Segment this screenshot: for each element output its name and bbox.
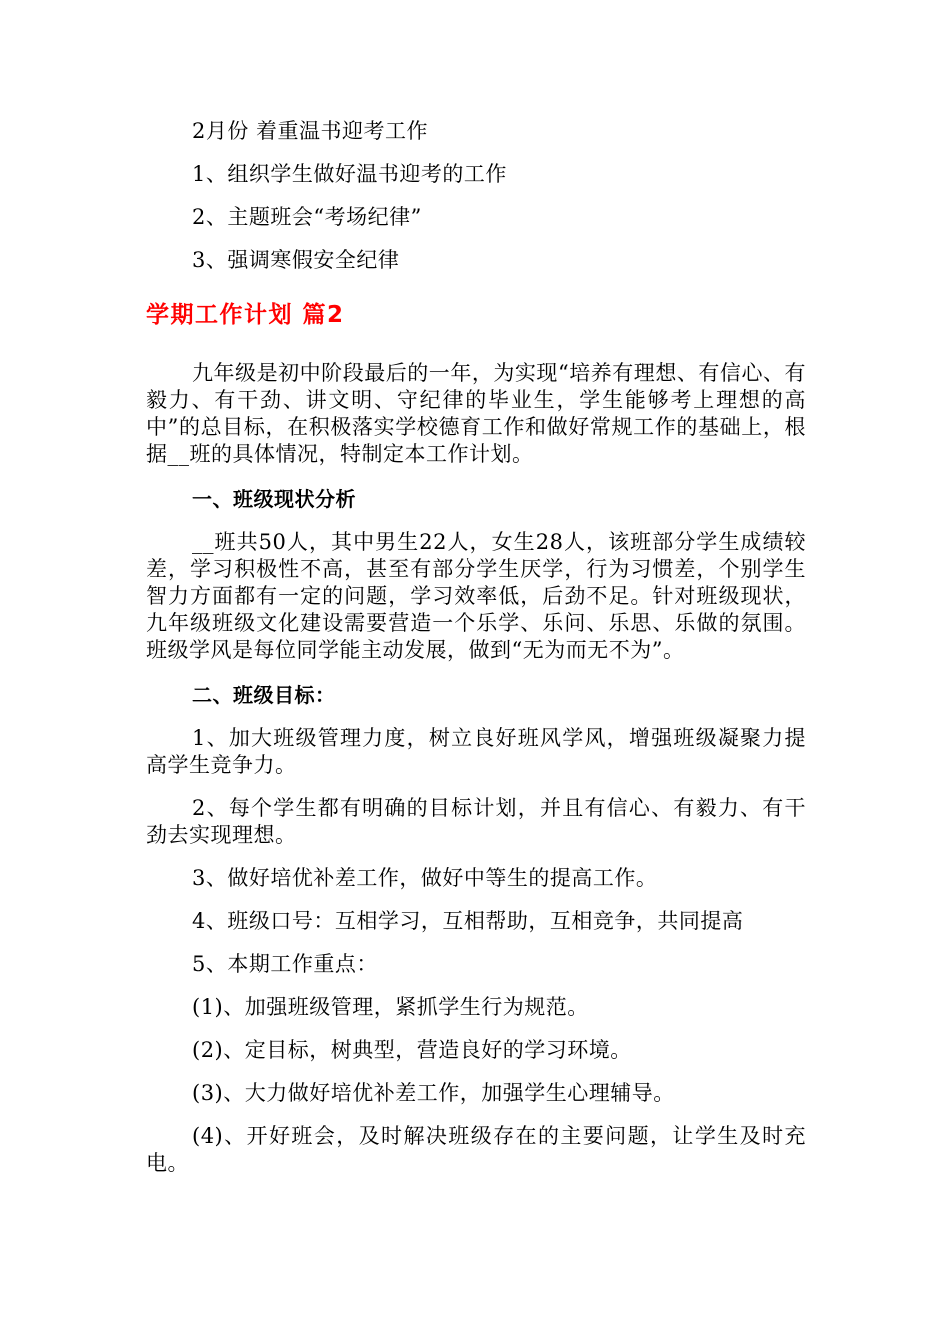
section-title: 学期工作计划 篇2 <box>146 302 345 328</box>
goal-item-3: 3、做好培优补差工作，做好中等生的提高工作。 <box>192 866 658 890</box>
goal-item-2: 2、每个学生都有明确的目标计划，并且有信心、有毅力、有干劲去实现理想。 <box>146 796 806 847</box>
focus-item-4: (4)、开好班会，及时解决班级存在的主要问题，让学生及时充电。 <box>146 1124 806 1175</box>
intro-paragraph: 九年级是初中阶段最后的一年，为实现“培养有理想、有信心、有毅力、有干劲、讲文明、守纪律的毕业生，学生能够考上理想的高中”的总目标，在积极落实学校德育工作和做好常规工作的基础上，根据__班的具体情况，特制定本工作计划。 <box>146 361 806 466</box>
top-item-3: 3、强调寒假安全纪律 <box>192 248 400 272</box>
heading-status-analysis: 一、班级现状分析 <box>192 487 356 511</box>
analysis-paragraph: __班共50人，其中男生22人，女生28人，该班部分学生成绩较差，学习积极性不高，甚至有部分学生厌学，行为习惯差，个别学生智力方面都有一定的问题，学习效率低，后劲不足。针对班级现状，九年级班级文化建设需要营造一个乐学、乐问、乐思、乐做的氛围。班级学风是每位同学能主动发展，做到“无为而无不为”。 <box>146 530 806 662</box>
goal-item-1: 1、加大班级管理力度，树立良好班风学风，增强班级凝聚力提高学生竞争力。 <box>146 726 806 777</box>
focus-item-3: (3)、大力做好培优补差工作，加强学生心理辅导。 <box>192 1081 675 1105</box>
focus-item-2: (2)、定目标，树典型，营造良好的学习环境。 <box>192 1038 632 1062</box>
top-item-2: 2、主题班会“考场纪律” <box>192 205 422 229</box>
goal-item-5: 5、本期工作重点： <box>192 952 378 976</box>
top-item-0: 2月份 着重温书迎考工作 <box>192 119 429 143</box>
goal-item-4: 4、班级口号：互相学习，互相帮助，互相竞争，共同提高 <box>192 909 744 933</box>
focus-item-1: (1)、加强班级管理，紧抓学生行为规范。 <box>192 995 589 1019</box>
heading-class-goals: 二、班级目标： <box>192 683 336 707</box>
top-item-1: 1、组织学生做好温书迎考的工作 <box>192 162 507 186</box>
document-page <box>146 118 806 1195</box>
